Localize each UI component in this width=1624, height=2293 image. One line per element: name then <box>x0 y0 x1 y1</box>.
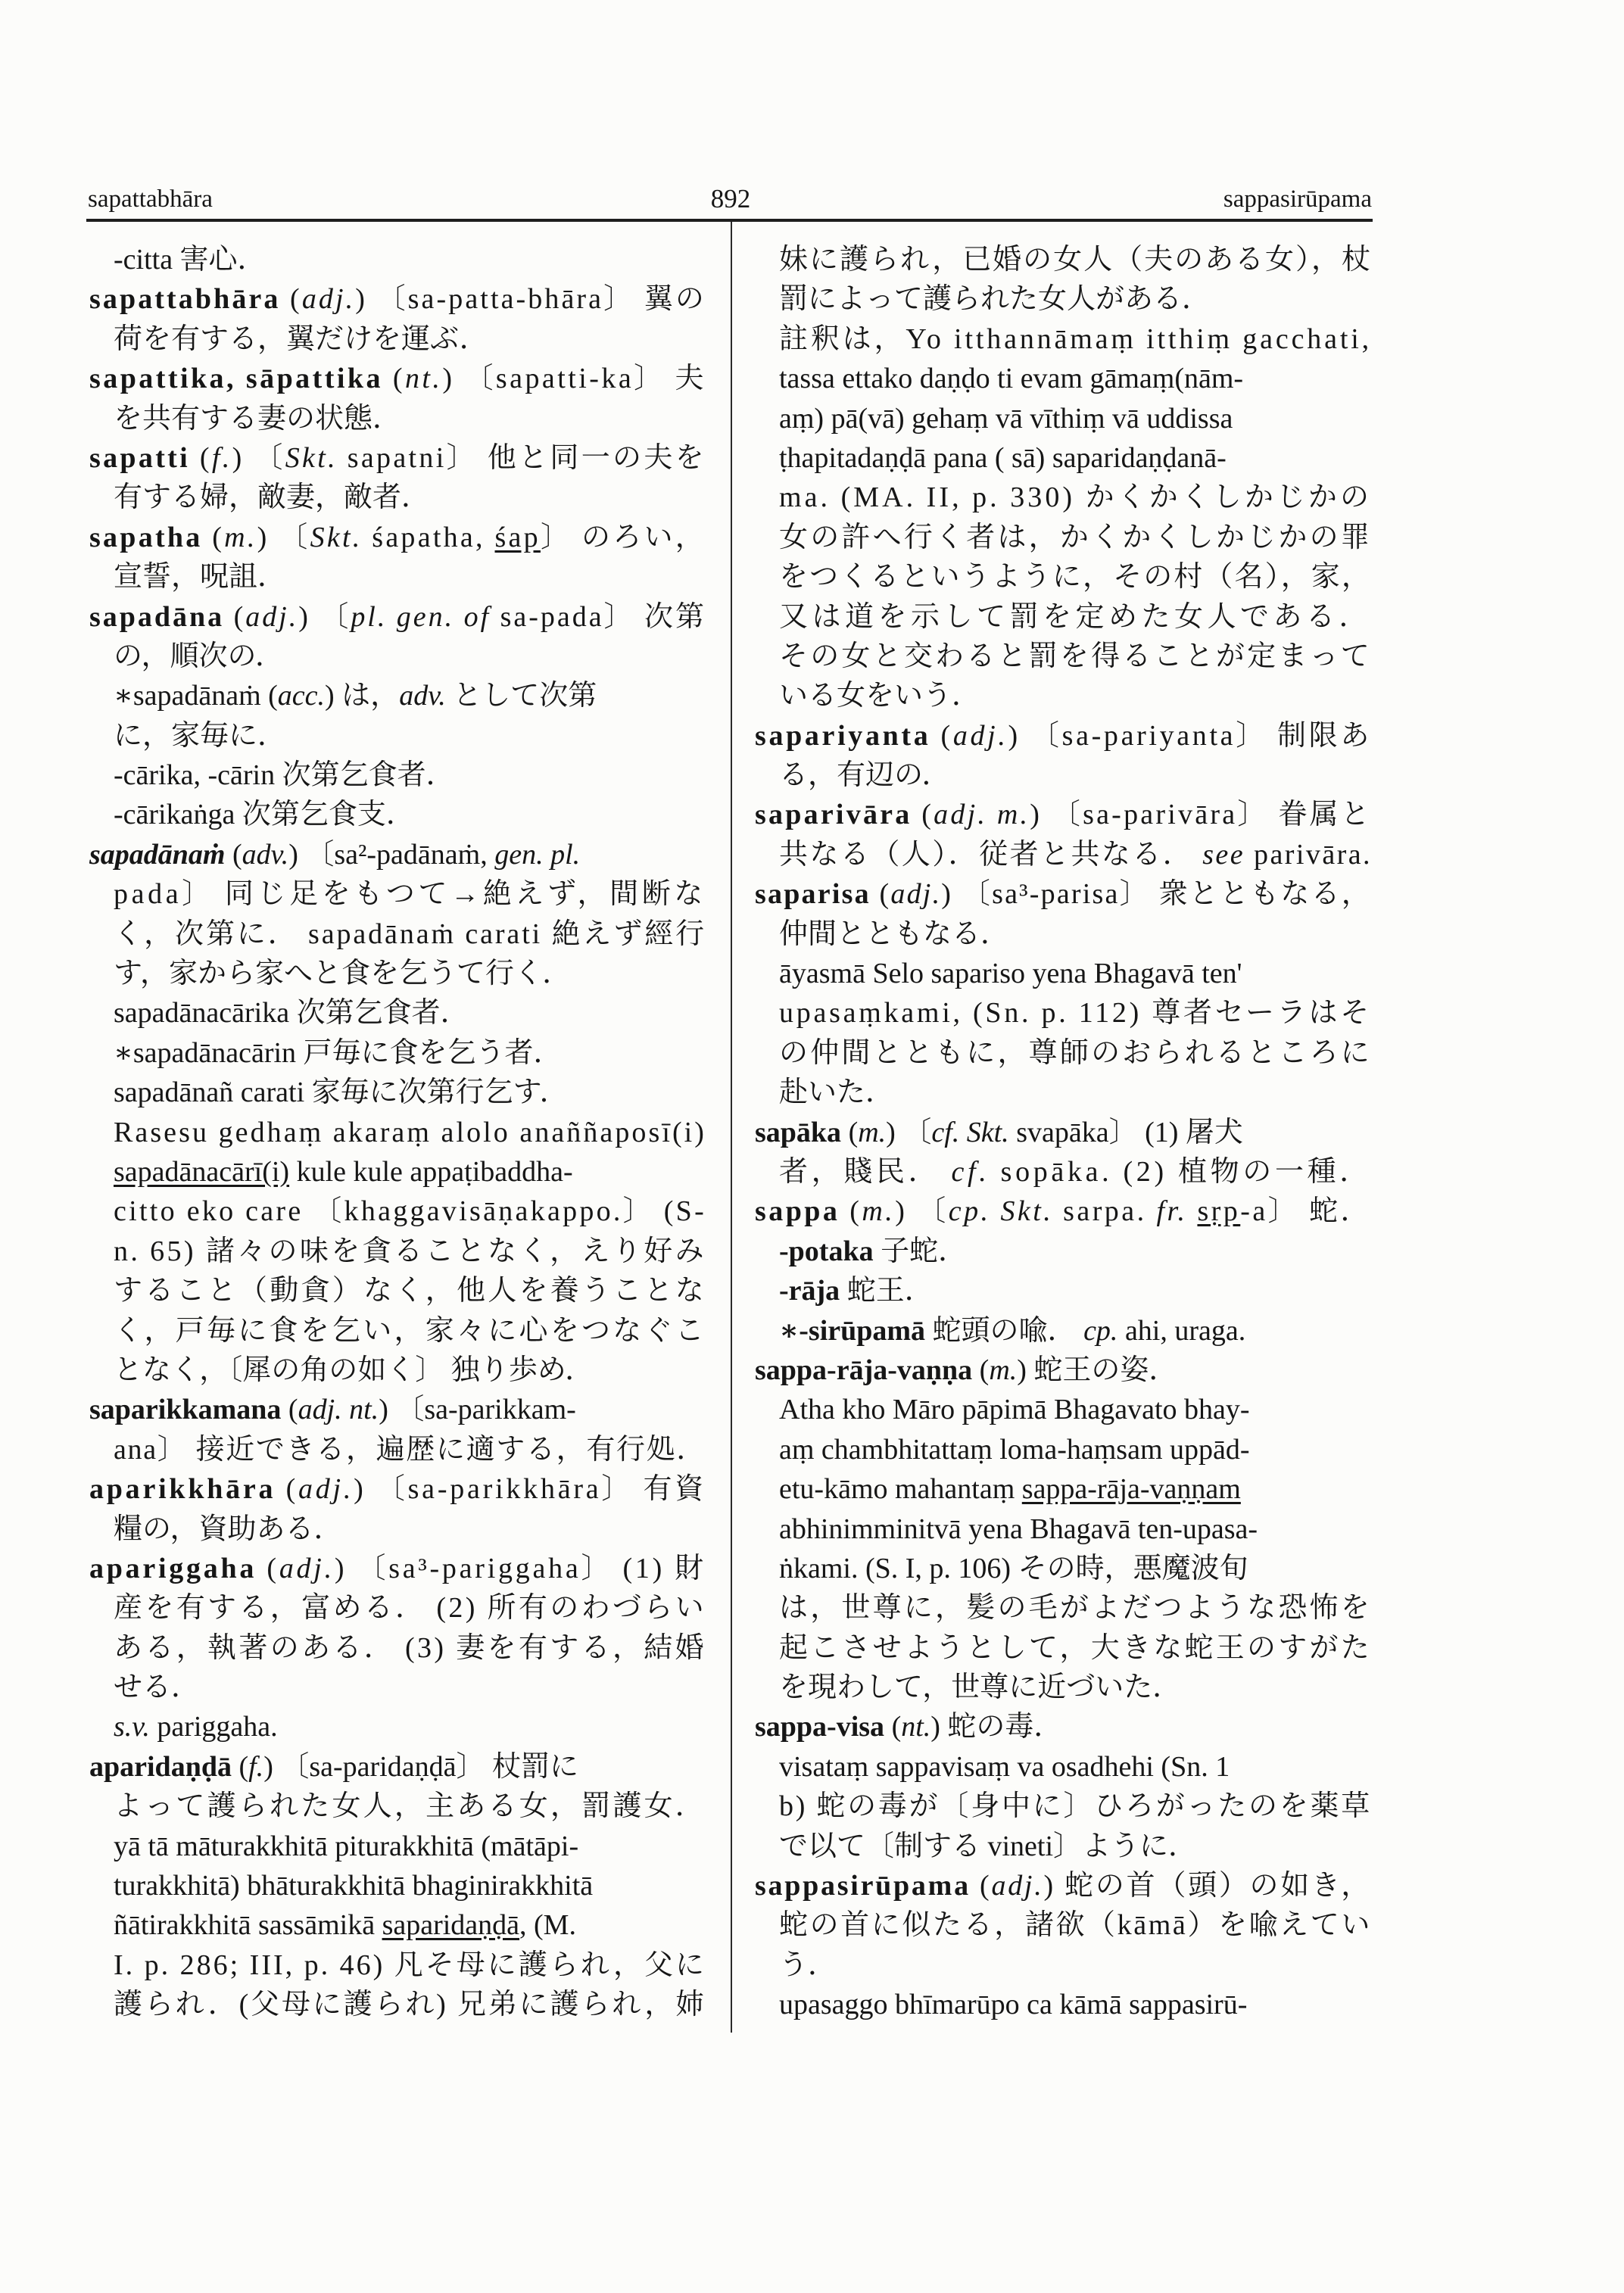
text-line <box>89 359 706 398</box>
text-run: abhinimminitvā yena Bhagavā ten-upasa- <box>779 1513 1258 1545</box>
italic-label: adv. <box>242 838 289 871</box>
italic-label: s.v. <box>114 1711 150 1743</box>
text-line <box>89 1905 706 1945</box>
text-run: 〕 のろい， <box>540 521 706 553</box>
text-line <box>89 1866 706 1905</box>
text-run: ana〕 接近できる，遍歴に適する，有行処． <box>114 1433 706 1466</box>
text-line <box>755 1707 1372 1746</box>
text-line <box>89 1192 706 1231</box>
text-run: sopāka. (2) 植物の一種． <box>990 1155 1372 1188</box>
text-run: -cārikaṅga 次第乞食支． <box>114 799 415 831</box>
text-line <box>755 1351 1372 1390</box>
headword: sapatti <box>89 441 191 474</box>
text-line <box>89 1509 706 1549</box>
text-run: sa-pada〕 次第 <box>491 600 706 633</box>
page-number: 892 <box>710 184 751 213</box>
text-run: turakkhitā) bhāturakkhitā bhaginirakkhitā <box>114 1870 594 1902</box>
text-run: ) 蛇の首（頭）の如き， <box>1043 1870 1372 1902</box>
text-run: 荷を有する，翼だけを運ぶ． <box>114 322 488 355</box>
text-line <box>89 637 706 676</box>
text-run: sarpa. <box>1053 1195 1157 1228</box>
text-run: ) 蛇の毒． <box>930 1711 1063 1743</box>
text-line <box>755 874 1372 914</box>
text-line <box>755 914 1372 954</box>
text-line <box>755 399 1372 438</box>
text-run: く，戸毎に食を乞い，家々に心をつなぐこ <box>114 1314 706 1347</box>
italic-label: acc. <box>277 680 326 712</box>
text-line <box>755 1827 1372 1866</box>
text-run: upasaṃkami, (Sn. p. 112) 尊者セーラはそ <box>779 997 1372 1030</box>
text-line <box>755 1469 1372 1509</box>
text-run: で以て〔制する vineti〕ように． <box>779 1830 1198 1862</box>
text-run: Rasesu gedhaṃ akaraṃ alolo anaññaposī(i) <box>114 1116 706 1148</box>
text-run: ṭhapitadaṇḍā pana ( sā) saparidaṇḍanā- <box>779 441 1227 474</box>
text-run: 宣誓，呪詛． <box>114 561 287 594</box>
text-line <box>89 597 706 637</box>
text-run: ) 〔sa²-padānaṁ, <box>288 838 495 871</box>
text-run: ) 〔 <box>232 441 285 474</box>
text-line <box>89 1827 706 1866</box>
text-run: ) 〔sa-parikkhāra〕 有資 <box>354 1473 706 1506</box>
italic-label: adj. <box>890 878 942 911</box>
text-line <box>755 1152 1372 1192</box>
text-run: いる女をいう． <box>779 680 981 712</box>
text-line <box>89 1390 706 1429</box>
text-run: ( <box>930 719 953 752</box>
text-run: は，世尊に，髪の毛がよだつような恐怖を <box>779 1592 1372 1625</box>
underlined-term: saparidaṇḍā <box>382 1909 520 1942</box>
text-run: ñātirakkhitā sassāmikā <box>114 1909 382 1942</box>
text-line <box>89 1946 706 1985</box>
text-run <box>1187 1195 1197 1227</box>
headword: aparidaṇḍā <box>89 1750 232 1783</box>
text-run: う． <box>779 1949 837 1981</box>
text-line <box>755 795 1372 834</box>
italic-label: adj. m. <box>934 799 1030 831</box>
left-column <box>89 240 706 2025</box>
text-line <box>755 1232 1372 1271</box>
headword: sapadāna <box>89 600 225 633</box>
text-run: を現わして，世尊に近づいた． <box>779 1671 1182 1704</box>
text-run: ( <box>281 1394 298 1426</box>
text-line <box>755 1588 1372 1628</box>
text-line <box>89 1469 706 1509</box>
text-run: yā tā māturakkhitā piturakkhitā (mātāpi- <box>114 1830 579 1862</box>
text-line <box>89 1073 706 1112</box>
text-run: aṃ chambhitattaṃ loma-haṃsam uppād- <box>779 1433 1250 1466</box>
text-run: ) 〔sa-pariyanta〕 制限あ <box>1008 719 1372 752</box>
text-line <box>755 1073 1372 1112</box>
headword: saparikkamana <box>89 1394 282 1426</box>
underlined-term: sappa-rāja-vaṇṇam <box>1021 1473 1241 1506</box>
subentry: ∗-sirūpamā <box>779 1314 926 1347</box>
text-line <box>755 557 1372 597</box>
italic-label: adj. <box>991 1870 1044 1902</box>
text-run: ) 〔sa-parivāra〕 眷属と <box>1030 799 1372 831</box>
text-run: 蛇の首に似たる，諸欲（kāmā）を喩えてい <box>779 1909 1372 1942</box>
subentry: -potaka <box>779 1235 874 1267</box>
text-line <box>89 240 706 279</box>
running-head-right: sappasirūpama <box>1223 185 1372 213</box>
text-line <box>89 1628 706 1668</box>
header-rule <box>86 219 1373 222</box>
text-line <box>755 993 1372 1033</box>
italic-label: cf. Skt. <box>931 1116 1009 1148</box>
text-line <box>755 1985 1372 2024</box>
text-run: 蛇頭の喩． <box>925 1314 1084 1347</box>
text-run: ( <box>841 1116 859 1148</box>
text-line <box>89 756 706 795</box>
text-line <box>89 1232 706 1271</box>
text-run: ある，執著のある． (3) 妻を有する，結婚 <box>114 1631 706 1664</box>
text-line <box>755 756 1372 795</box>
text-line <box>755 1628 1372 1668</box>
text-line <box>89 279 706 319</box>
text-run: 者，賤民． <box>779 1155 952 1188</box>
text-run: 産を有する，富める． (2) 所有のわづらい <box>114 1592 706 1625</box>
text-run: sapatni〕 他と同一の夫を <box>337 441 706 474</box>
text-line <box>89 676 706 715</box>
text-line <box>755 637 1372 676</box>
text-run: ( <box>972 1354 990 1386</box>
italic-label: m. <box>989 1354 1018 1386</box>
headword: sapattabhāra <box>89 283 281 316</box>
subentry: -rāja <box>779 1275 840 1307</box>
headword: sappa-rāja-vaṇṇa <box>755 1354 973 1386</box>
underlined-term: sṛp <box>1197 1195 1241 1228</box>
text-run: ) 〔sa³-parisa〕 衆とともなる， <box>941 878 1372 911</box>
text-run: その女と交わると罰を得ることが定まって <box>779 640 1372 672</box>
right-column <box>755 240 1372 2025</box>
italic-label: nt. <box>901 1711 931 1743</box>
text-run: Atha kho Māro pāpimā Bhagavato bhay- <box>779 1394 1250 1426</box>
text-run: せる． <box>114 1671 201 1704</box>
text-line <box>755 835 1372 874</box>
text-line <box>755 676 1372 715</box>
text-run: ( <box>257 1552 279 1584</box>
italic-label: pl. gen. of <box>351 600 491 633</box>
text-line <box>89 399 706 438</box>
text-line <box>755 1390 1372 1429</box>
italic-label: m. <box>224 521 257 553</box>
text-line <box>755 518 1372 557</box>
text-line <box>755 1192 1372 1231</box>
text-line <box>89 1033 706 1073</box>
text-line <box>89 1430 706 1469</box>
text-run: として次第 <box>445 680 597 712</box>
text-line <box>89 1311 706 1351</box>
text-line <box>755 716 1372 756</box>
text-line <box>89 518 706 557</box>
text-run: 有する婦，敵妻，敵者． <box>114 481 431 514</box>
text-run: る，有辺の． <box>779 759 951 792</box>
text-line <box>89 1588 706 1628</box>
text-line <box>755 1549 1372 1588</box>
text-run: ahi, uraga. <box>1117 1314 1246 1347</box>
text-line <box>755 1866 1372 1905</box>
text-run: ( <box>202 521 225 553</box>
italic-label: f. <box>248 1750 264 1783</box>
text-run: sapadānacārika 次第乞食者． <box>114 997 469 1030</box>
italic-label: m. <box>858 1116 887 1148</box>
text-line <box>89 993 706 1033</box>
text-run: sapadānañ carati 家毎に次第行乞す． <box>114 1076 569 1109</box>
underlined-term: śap <box>494 521 541 553</box>
text-line <box>755 1430 1372 1469</box>
italic-label: see <box>1202 838 1245 871</box>
text-run: 仲間とともなる． <box>779 918 1010 950</box>
text-run: となく，〔犀の角の如く〕 独り歩め． <box>114 1354 594 1386</box>
text-run: upasaggo bhīmarūpo ca kāmā sappasirū- <box>779 1989 1248 2021</box>
text-run: ) 〔 <box>298 600 351 633</box>
text-run: の仲間とともに，尊師のおられるところに <box>779 1036 1372 1069</box>
text-line <box>755 1787 1372 1826</box>
text-run: ∗sapadānaṁ ( <box>114 680 278 712</box>
headword: saparisa <box>755 878 871 911</box>
text-line <box>755 1747 1372 1787</box>
text-line <box>755 1905 1372 1945</box>
text-line <box>755 478 1372 517</box>
italic-label: fr. <box>1156 1195 1188 1228</box>
text-run: 共なる（人）．従者と共なる． <box>779 838 1203 871</box>
text-run: 蛇王． <box>840 1275 934 1307</box>
text-line <box>755 1668 1372 1707</box>
italic-label: adj. <box>279 1552 335 1584</box>
text-line <box>89 1152 706 1192</box>
text-run: ) 〔 <box>895 1195 949 1228</box>
text-run: etu-kāmo mahantaṃ <box>779 1473 1022 1506</box>
text-run: -citta 害心． <box>114 244 267 276</box>
text-line <box>755 1271 1372 1310</box>
text-run: ( <box>224 600 246 633</box>
italic-label: adj. <box>952 719 1008 752</box>
text-run: ) 〔sa-patta-bhāra〕 翼の <box>355 283 706 316</box>
text-run: tassa ettako daṇḍo ti evam gāmaṃ(nām- <box>779 363 1244 395</box>
text-run: visataṃ sappavisaṃ va osadhehi (Sn. 1 <box>779 1750 1230 1783</box>
text-run: ) 〔sa-paridaṇḍā〕 杖罰に <box>263 1750 578 1783</box>
text-run: 起こさせようとして，大きな蛇王のすがた <box>779 1631 1372 1664</box>
italic-label: m. <box>862 1195 896 1228</box>
text-line <box>89 557 706 597</box>
italic-label: adv. <box>399 680 446 712</box>
text-run: ( <box>840 1195 862 1228</box>
text-run: ) 〔 <box>886 1116 932 1148</box>
text-line <box>755 1509 1372 1549</box>
text-run: ( <box>970 1870 992 1902</box>
text-run: ( <box>912 799 934 831</box>
text-line <box>755 359 1372 398</box>
text-run: 又は道を示して罰を定めた女人である． <box>779 600 1372 633</box>
text-line <box>89 1707 706 1746</box>
text-run: ( <box>190 441 212 474</box>
text-line <box>89 319 706 359</box>
headword: sapadānaṁ <box>89 838 226 871</box>
text-line <box>89 1271 706 1310</box>
headword: sapāka <box>755 1116 842 1148</box>
text-run: ( <box>231 1750 249 1783</box>
text-run: ) 〔sa³-pariggaha〕 (1) 財 <box>334 1552 706 1584</box>
text-run: śapatha, <box>362 521 495 553</box>
text-line <box>89 1113 706 1152</box>
text-line <box>755 1033 1372 1073</box>
text-run: āyasmā Selo sapariso yena Bhagavā ten' <box>779 958 1242 990</box>
text-run: ) 〔 <box>257 521 310 553</box>
text-run: ma. (MA. II, p. 330) かくかくしかじかの <box>779 481 1372 514</box>
italic-label: adj. <box>298 1473 354 1506</box>
text-run: ) は， <box>325 680 400 712</box>
text-run: 妹に護られ，已婚の女人（夫のある女），杖 <box>779 244 1372 276</box>
headword: apariggaha <box>89 1552 257 1584</box>
text-run: pariggaha. <box>149 1711 278 1743</box>
text-run: -a〕 蛇． <box>1240 1195 1372 1228</box>
text-run: 子蛇． <box>873 1235 968 1267</box>
italic-label: nt. <box>404 363 443 395</box>
text-run: b) 蛇の毒が〔身中に〕ひろがったのを薬草 <box>779 1790 1372 1823</box>
text-line <box>89 1351 706 1390</box>
italic-label: Skt. <box>285 441 338 474</box>
text-run: ( <box>382 363 405 395</box>
text-line <box>755 954 1372 993</box>
text-line <box>755 319 1372 359</box>
italic-label: gen. pl. <box>494 838 581 871</box>
text-line <box>755 597 1372 637</box>
text-line <box>89 954 706 993</box>
text-run: ( <box>870 878 891 911</box>
text-run: ) 〔sa-parikkam- <box>379 1394 576 1426</box>
text-run: kule kule appaṭibaddha- <box>289 1155 573 1188</box>
headword: sapattika, sāpattika <box>89 363 383 395</box>
text-run: ( <box>225 838 242 871</box>
text-line <box>89 874 706 914</box>
text-run: ∗sapadānacārin 戸毎に食を乞う者． <box>114 1036 563 1069</box>
text-run: ) 蛇王の姿． <box>1017 1354 1178 1386</box>
text-run: よって護られた女人，主ある女，罰護女． <box>114 1790 706 1823</box>
underlined-term: sapadānacārī(i) <box>114 1155 290 1188</box>
italic-label: f. <box>211 441 232 474</box>
text-run: I. p. 286; III, p. 46) 凡そ母に護られ，父に <box>114 1949 706 1981</box>
text-run: く，次第に． sapadānaṁ carati 絶えず經行 <box>114 918 706 950</box>
headword: sappasirūpama <box>755 1870 971 1902</box>
text-run: す，家から家へと食を乞うて行く． <box>114 958 572 990</box>
headword: sappa <box>755 1195 840 1228</box>
text-run: ) 〔sapatti-ka〕 夫 <box>442 363 706 395</box>
text-run: 護られ．(父母に護られ) 兄弟に護られ，姉 <box>114 1989 706 2021</box>
italic-label: cp. Skt. <box>948 1195 1054 1228</box>
text-run: -cārika, -cārin 次第乞食者． <box>114 759 455 792</box>
headword: aparikkhāra <box>89 1473 276 1506</box>
text-line <box>89 716 706 756</box>
text-run: ( <box>276 1473 299 1506</box>
text-line <box>89 438 706 478</box>
italic-label: adj. <box>301 283 356 316</box>
text-run: をつくるというように，その村（名），家， <box>779 561 1372 594</box>
text-line <box>755 438 1372 478</box>
italic-label: Skt. <box>310 521 363 553</box>
text-line <box>89 795 706 834</box>
text-run: 糧の，資助ある． <box>114 1513 343 1545</box>
italic-label: adj. nt. <box>298 1394 379 1426</box>
running-head-left: sapattabhāra <box>88 185 213 213</box>
text-line <box>89 1985 706 2024</box>
text-run: を共有する妻の状態． <box>114 402 402 435</box>
headword: sapatha <box>89 521 203 553</box>
text-run: citto eko care 〔khaggavisāṇakappo.〕 (S- <box>114 1195 706 1228</box>
text-run: の，順次の． <box>114 640 284 672</box>
text-run: aṃ) pā(vā) gehaṃ vā vīthiṃ vā uddissa <box>779 402 1233 435</box>
text-line <box>89 914 706 954</box>
text-line <box>89 1747 706 1787</box>
text-line <box>89 478 706 517</box>
text-line <box>89 1787 706 1826</box>
text-run: 罰によって護られた女人がある． <box>779 283 1211 316</box>
text-run: svapāka〕 (1) 屠犬 <box>1008 1116 1243 1148</box>
text-run: pada〕 同じ足をもつて→絶えず，間断な <box>114 878 706 911</box>
text-run: parivāra. <box>1245 838 1372 871</box>
text-run: ( <box>280 283 302 316</box>
text-run: ( <box>884 1711 902 1743</box>
text-run: 女の許へ行く者は，かくかくしかじかの罪 <box>779 521 1372 553</box>
italic-label: cf. <box>951 1155 990 1188</box>
italic-label: adj. <box>245 600 299 633</box>
italic-label: cp. <box>1083 1314 1118 1347</box>
text-run: 註釈は，Yo itthannāmaṃ itthiṃ gacchati, <box>779 322 1372 355</box>
text-line <box>755 1311 1372 1351</box>
headword: saparivāra <box>755 799 912 831</box>
text-line <box>755 240 1372 279</box>
text-line <box>89 1668 706 1707</box>
headword: sappa-visa <box>755 1711 885 1743</box>
text-line <box>89 1549 706 1588</box>
text-run: すること（動貪）なく，他人を養うことな <box>114 1275 706 1307</box>
text-line <box>89 835 706 874</box>
text-run: に，家毎に． <box>114 719 287 752</box>
headword: sapariyanta <box>755 719 931 752</box>
text-run: 赴いた． <box>779 1076 895 1109</box>
text-line <box>755 279 1372 319</box>
text-run: ṅkami. (S. I, p. 106) その時，悪魔波旬 <box>779 1552 1248 1584</box>
text-line <box>755 1113 1372 1152</box>
text-run: , (M. <box>519 1909 576 1942</box>
text-run: n. 65) 諸々の味を貪ることなく，えり好み <box>114 1235 706 1267</box>
column-divider <box>731 222 732 2033</box>
text-line <box>755 1946 1372 1985</box>
